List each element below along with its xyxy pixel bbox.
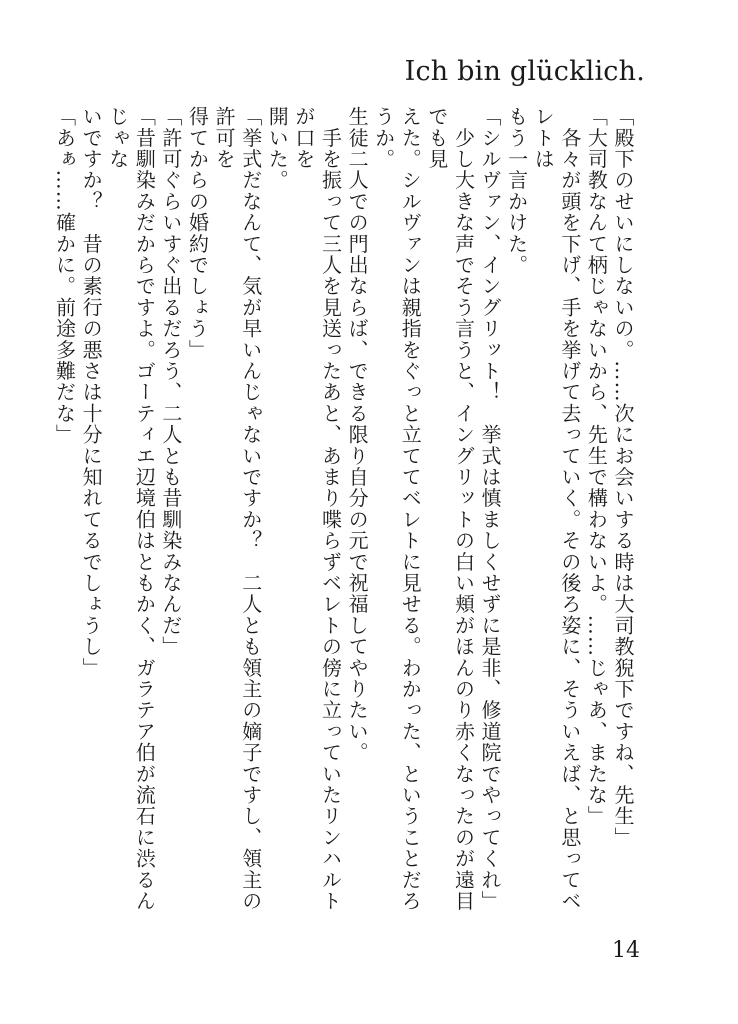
text-line: 「あぁ……確かに。前途多難だな」 [52,106,77,446]
text-line: えた。シルヴァンは親指をぐっと立ててベレトに見せる。わかった、ということだろうか。 [371,106,423,912]
text-line: 手を振って三人を見送ったあと、あまり喋らずベレトの傍に立っていたリンハルトが口を [291,106,343,912]
text-line: 各々が頭を下げ、手を挙げて去っていく。その後ろ姿に、そういえば、と思ってベレトは [531,106,582,912]
vertical-body-text [52,106,636,931]
text-line: いですか？ 昔の素行の悪さは十分に知れてるでしょうし」 [79,106,104,679]
text-line: 「昔馴染みだからですよ。ゴーティエ辺境伯はともかく、ガラテア伯が流石に渋るんじゃな [105,106,157,912]
text-line: 得てからの婚約でしょう」 [185,106,210,361]
text-line: 「挙式だなんて、気が早いんじゃないですか？ 二人とも領主の嫡子ですし、領主の許可を [212,106,263,912]
text-line: 「シルヴァン、イングリット！ 挙式は慎ましくせずに是非、修道院でやってくれ」 [478,106,503,912]
text-line: 「殿下のせいにしないの。……次にお会いする時は大司教猊下ですね、先生」 [611,106,635,848]
text-line: 開いた。 [265,106,290,191]
text-line: もう一言かけた。 [504,106,529,276]
text-line: 少し大きな声でそう言うと、イングリットの白い頬がほんのり赤くなったのが遠目でも見 [424,106,476,912]
text-line: 「大司教なんて柄じゃないから、先生で構わないよ。……じゃあ、またな」 [584,106,609,827]
page-number: 14 [612,938,640,963]
text-line: 生徒二人での門出ならば、できる限り自分の元で祝福してやりたい。 [345,106,370,764]
text-line: 「許可ぐらいすぐ出るだろう、二人とも昔馴染みなんだ」 [158,106,183,658]
running-header-title: Ich bin glücklich. [404,56,645,87]
